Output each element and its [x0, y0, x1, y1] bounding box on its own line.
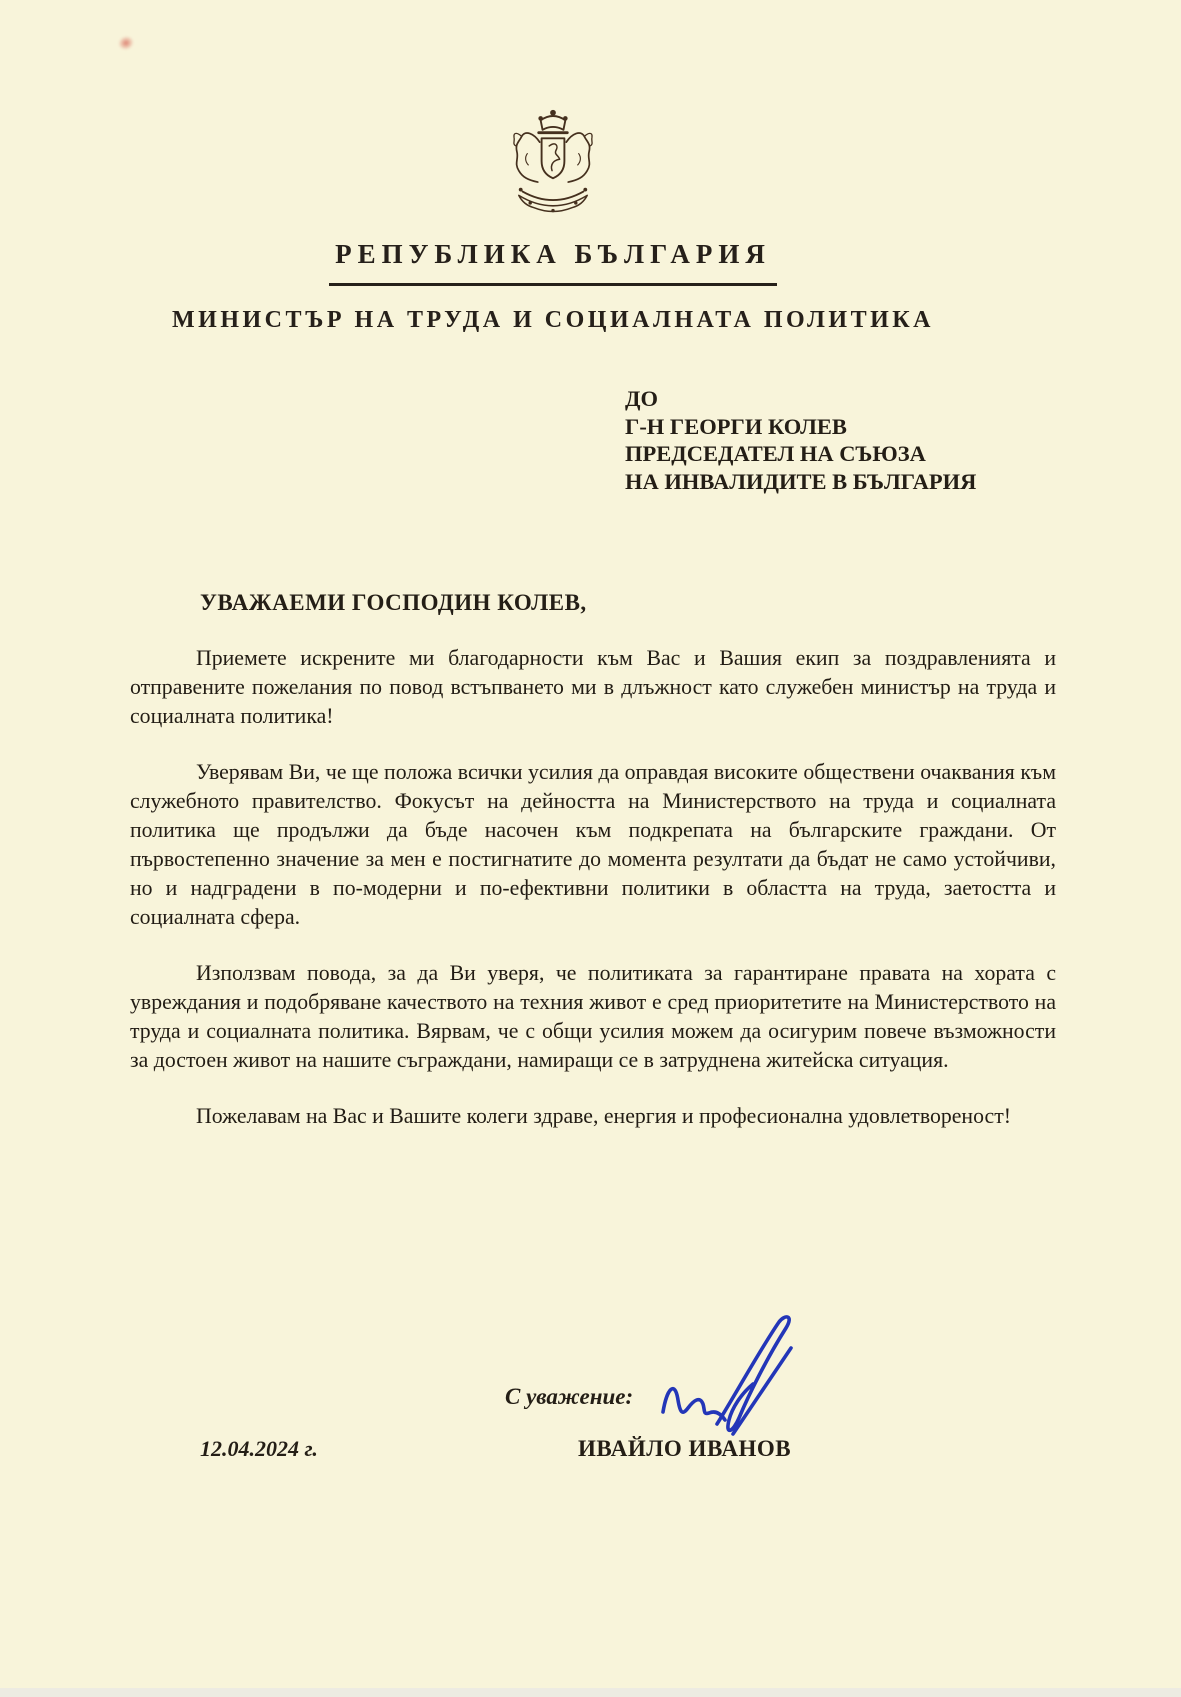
ministry-title: МИНИСТЪР НА ТРУДА И СОЦИАЛНАТА ПОЛИТИКА: [172, 307, 934, 333]
letterhead: [0, 104, 1106, 334]
red-ink-smudge: [116, 34, 136, 53]
signatory-name: ИВАЙЛО ИВАНОВ: [578, 1436, 792, 1461]
closing-label: С уважение:: [505, 1384, 634, 1409]
republic-title-line: [0, 239, 1106, 286]
recipient-block: [625, 385, 976, 495]
letter-date: 12.04.2024 г.: [200, 1436, 318, 1461]
recipient-line-title2: НА ИНВАЛИДИТЕ В БЪЛГАРИЯ: [625, 468, 977, 494]
recipient-line-to: ДО: [625, 386, 658, 411]
scan-edge: [0, 1688, 1181, 1697]
recipient-line-name: Г-Н ГЕОРГИ КОЛЕВ: [625, 413, 847, 439]
paragraph-3: Използвам повода, за да Ви уверя, че политиката за гарантиране правата на хората с увреждания и подобряване качеството на техния живот е сред приоритетите на Министерството на труда и социалната политика. Вярвам, че с общи усилия можем да осигурим повече възможности за достоен живот на нашите съграждани, намиращи се в затруднена житейска ситуация.: [130, 961, 1056, 1072]
paragraph-1: Приемете искрените ми благодарности към Вас и Вашия екип за поздравленията и отправените пожелания по повод встъпването ми в длъжност като служебен министър на труда и социалната политика!: [130, 646, 1056, 728]
salutation: УВАЖАЕМИ ГОСПОДИН КОЛЕВ,: [200, 590, 587, 615]
handwritten-signature-icon: [645, 1306, 810, 1456]
letter-body: [130, 644, 1056, 1158]
date-name-row: [0, 1436, 1181, 1476]
republic-title: РЕПУБЛИКА БЪЛГАРИЯ: [329, 239, 777, 286]
bulgaria-coat-of-arms-icon: [496, 104, 610, 224]
paragraph-4: Пожелавам на Вас и Вашите колеги здраве, енергия и професионална удовлетвореност!: [196, 1104, 1011, 1128]
recipient-line-title1: ПРЕДСЕДАТЕЛ НА СЪЮЗА: [625, 441, 926, 466]
paragraph-2: Уверявам Ви, че ще положа всички усилия да оправдая високите обществени очаквания към служебното правителство. Фокусът на дейността на Министерството на труда и социалната политика ще продължи да бъде насочен към подкрепата на българските граждани. От първостепенно значение за мен е постигнатите до момента резултати да бъдат не само устойчиви, но и надградени в по-модерни и по-ефективни политики в областта на труда, заетостта и социалната сфера.: [130, 760, 1056, 929]
